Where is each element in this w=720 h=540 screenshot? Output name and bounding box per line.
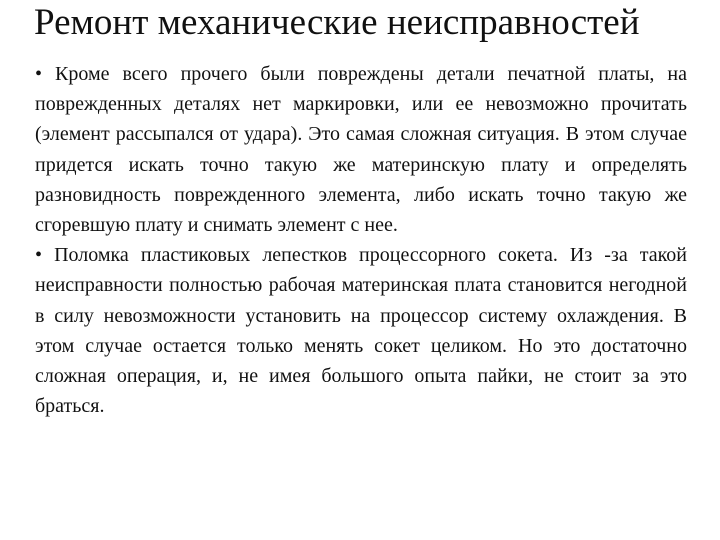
bullet-text: Поломка пластиковых лепестков процессорного сокета. Из -за такой неисправности полностью рабочая материнская плата становится негодной в силу невозможности установить на процессор систему охлаждения. В этом случае остается только менять сокет целиком. Но это достаточно сложная операция, и, не имея большого опыта пайки, не стоит за это браться. bbox=[35, 244, 688, 418]
bullet-item bbox=[35, 240, 687, 421]
bullet-marker: • bbox=[35, 244, 43, 267]
slide-title: Ремонт механические неисправностей bbox=[34, 2, 640, 43]
bullet-item bbox=[35, 59, 687, 240]
bullet-marker: • bbox=[35, 63, 43, 85]
slide-body bbox=[35, 59, 687, 421]
bullet-text: Кроме всего прочего были повреждены детали печатной платы, на поврежденных деталях нет маркировки, или ее невозможно прочитать (элемент рассыпался от удара). Это самая сложная ситуация. В этом случае придется искать точно такую же материнскую плату и определять разновидность поврежденного элемента, либо искать точно такую же сгоревшую плату и снимать элемент с нее. bbox=[35, 63, 688, 237]
